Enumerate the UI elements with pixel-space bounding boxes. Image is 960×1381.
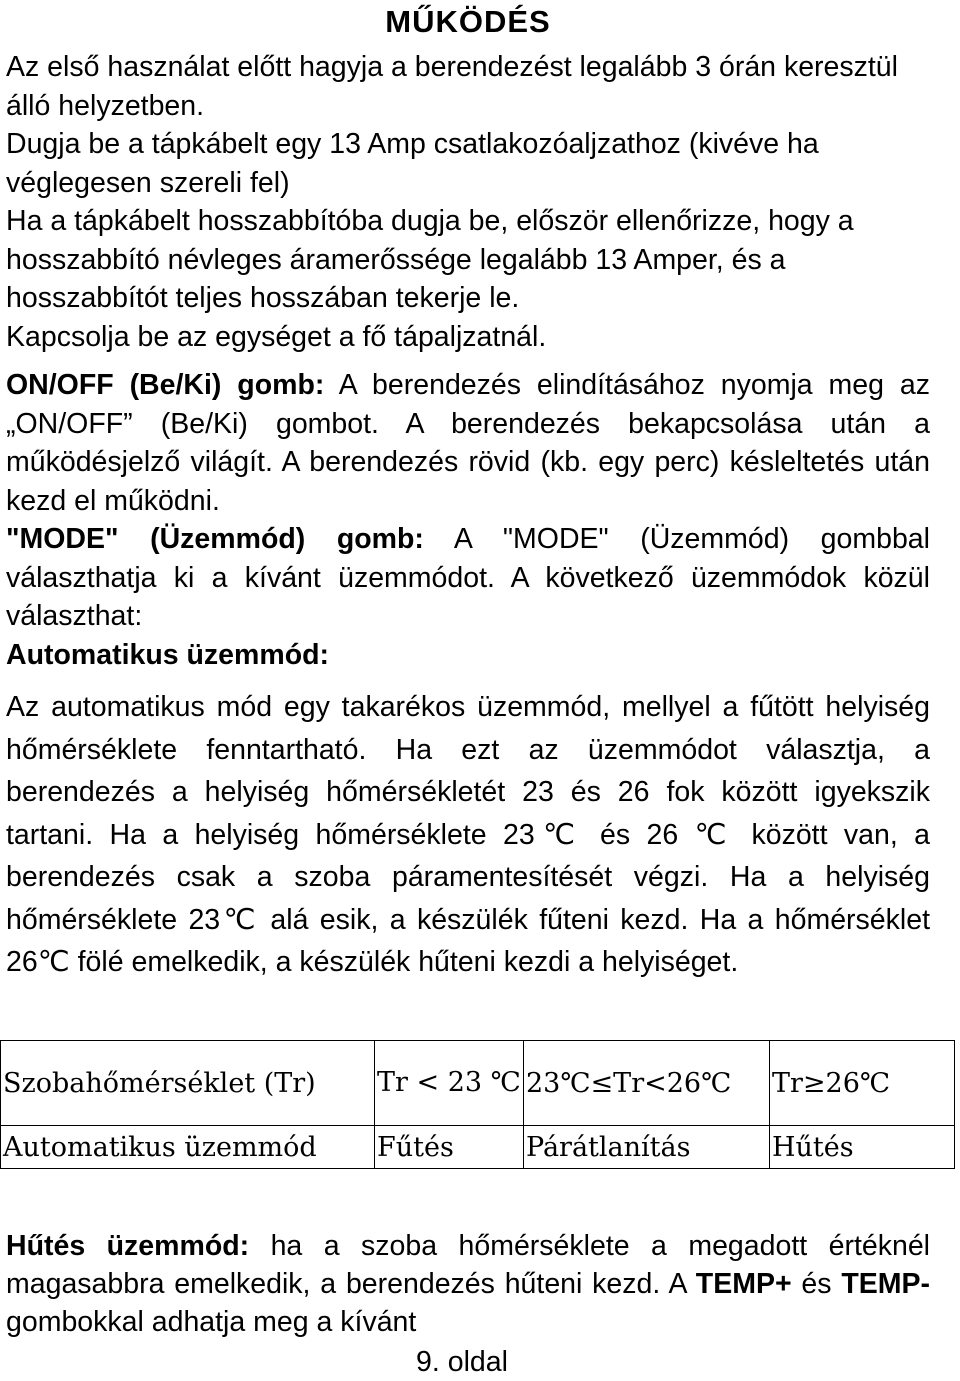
- cooling-section: [6, 1227, 930, 1341]
- paragraph-extension: Ha a tápkábelt hosszabbítóba dugja be, először ellenőrizze, hogy a hosszabbító névleges áramerőssége legalább 13 Amper, és a hosszabbítót teljes hosszában tekerje le.: [6, 205, 854, 314]
- cool-label: Hűtés üzemmód:: [6, 1230, 250, 1262]
- mode-label: "MODE" (Üzemmód) gomb:: [6, 523, 424, 555]
- table-cell: Automatikus üzemmód: [1, 1126, 375, 1169]
- document-page: [6, 0, 930, 984]
- table-row: [1, 1041, 955, 1126]
- auto-heading: Automatikus üzemmód:: [6, 638, 330, 671]
- table-cell: Párátlanítás: [524, 1126, 770, 1169]
- paragraph-first-use: Az első használat előtt hagyja a berendezést legalább 3 órán keresztül álló helyzetben.: [6, 51, 898, 122]
- mode-text: A "MODE" (Üzemmód) gombbal választhatja ki a kívánt üzemmódot. A következő üzemmódok közül választhat:: [6, 523, 930, 632]
- paragraph-plug: Dugja be a tápkábelt egy 13 Amp csatlakozóaljzathoz (kivéve ha véglegesen szereli fel): [6, 128, 819, 199]
- paragraph-cooling: [6, 1227, 930, 1341]
- cool-text-1: ha a szoba hőmérséklete a megadott értéknél magasabbra emelkedik, a berendezés hűteni kezd. A: [6, 1230, 931, 1300]
- onoff-label: ON/OFF (Be/Ki) gomb:: [6, 369, 325, 401]
- onoff-text: A berendezés elindításához nyomja meg az „ON/OFF” (Be/Ki) gombot. A berendezés bekapcsolása után a működésjelző világít. A berendezés rövid (kb. egy perc) késleltetés után kezd el működni.: [6, 369, 931, 517]
- auto-mode-table: [0, 1040, 955, 1169]
- page-number: 9. oldal: [416, 1346, 508, 1378]
- paragraph-auto: Az automatikus mód egy takarékos üzemmód, mellyel a fűtött helyiség hőmérséklete fenntartható. Ha ezt az üzemmódot választja, a berendezés a helyiség hőmérsékletét 23 és 26 fok között igyekszik tartani. Ha a helyiség hőmérséklete 23℃ és 26 ℃ között van, a berendezés csak a szoba páramentesítését végzi. Ha a helyiség hőmérséklete 23℃ alá esik, a készülék fűteni kezd. Ha a hőmérséklet 26℃ fölé emelkedik, a készülék hűteni kezdi a helyiséget.: [6, 691, 930, 978]
- paragraph-mode: [6, 520, 930, 636]
- table-cell: Szobahőmérséklet (Tr): [1, 1041, 375, 1126]
- table-cell: Hűtés: [770, 1126, 955, 1169]
- table-cell: Tr≥26℃: [770, 1041, 955, 1126]
- paragraph-onoff: [6, 366, 930, 520]
- table-cell: Fűtés: [375, 1126, 524, 1169]
- cool-text-3: gombokkal adhatja meg a kívánt: [6, 1306, 417, 1338]
- cool-text-2: és: [791, 1268, 842, 1300]
- page-title: MŰKÖDÉS: [385, 4, 551, 39]
- table-row: [1, 1126, 955, 1169]
- paragraph-switch-on: Kapcsolja be az egységet a fő tápaljzatnál.: [6, 320, 547, 353]
- temp-minus-label: TEMP-: [841, 1268, 931, 1300]
- temp-plus-label: TEMP+: [695, 1268, 792, 1300]
- table-cell: 23℃≤Tr<26℃: [524, 1041, 770, 1126]
- table-cell: Tr < 23 ℃: [375, 1041, 524, 1126]
